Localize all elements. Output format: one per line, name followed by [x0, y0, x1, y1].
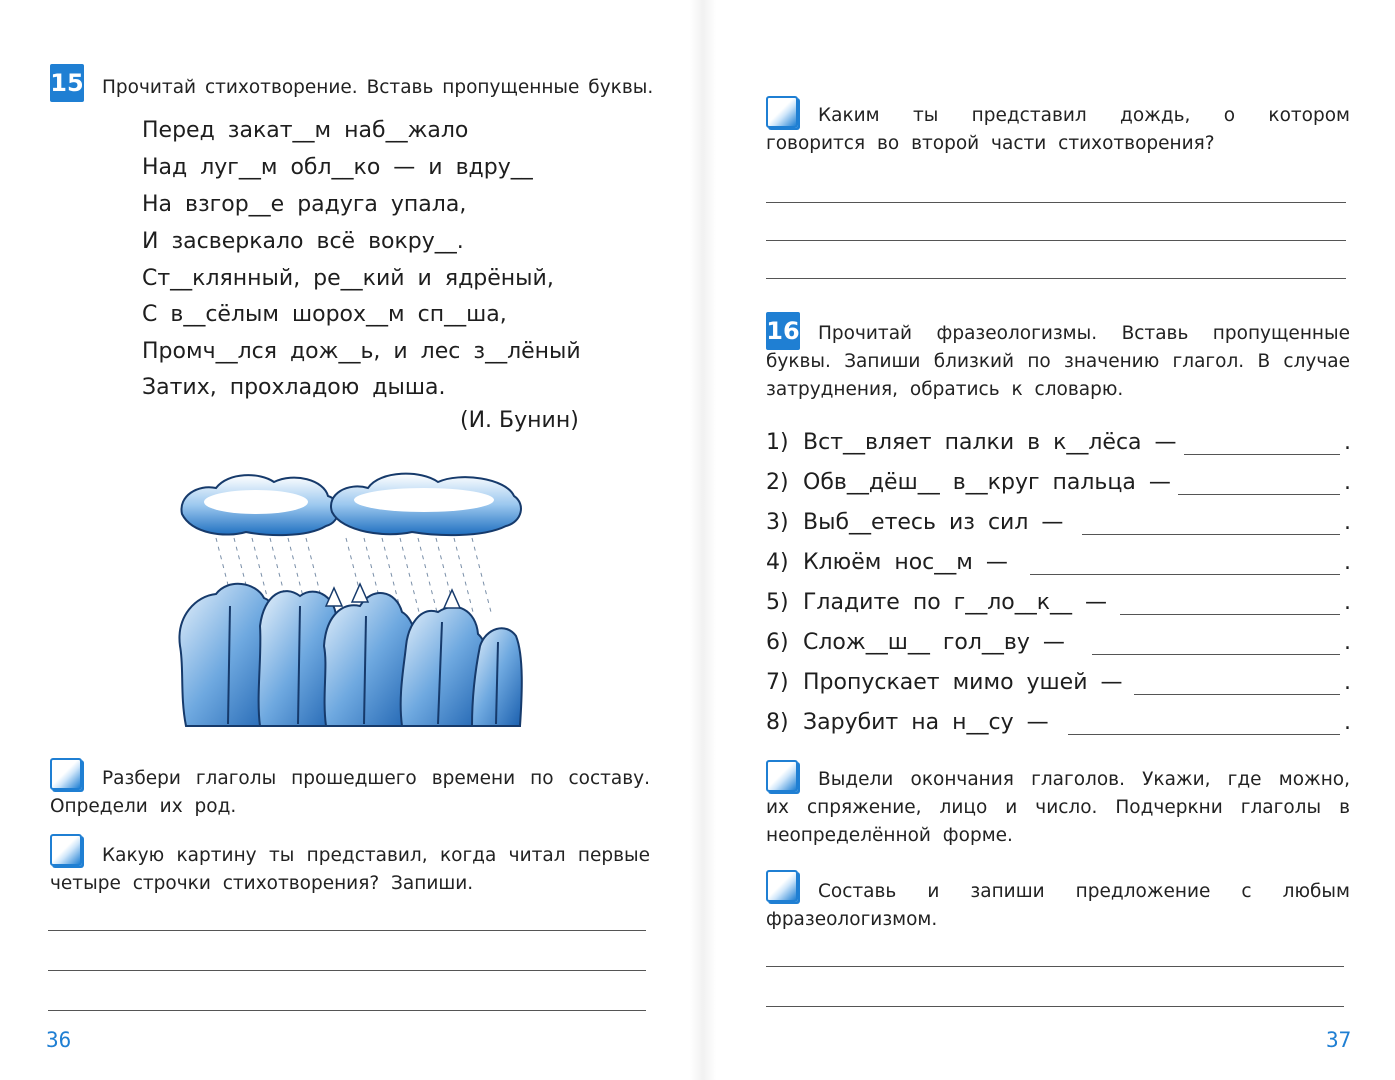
phrase-period: . — [1344, 430, 1351, 455]
phrase-answer-line[interactable] — [1068, 734, 1340, 735]
subtask-compose-sentence: Составь и запиши предложение с любым фразеологизмом. — [766, 881, 1350, 930]
phrase-answer-line[interactable] — [1030, 574, 1340, 575]
poem-line: И засверкало всё вокру__. — [142, 229, 464, 254]
phrase-period: . — [1344, 550, 1351, 575]
phrase-item — [766, 590, 1356, 620]
phrase-period: . — [1344, 510, 1351, 535]
phrase-text: Гладите по г__ло__к__ — — [803, 590, 1108, 615]
phrase-period: . — [1344, 470, 1351, 495]
poem-author: (И. Бунин) — [460, 408, 579, 433]
answer-line[interactable] — [48, 930, 646, 931]
answer-line[interactable] — [766, 1006, 1344, 1007]
phrase-answer-line[interactable] — [1134, 694, 1340, 695]
phrase-item — [766, 630, 1356, 660]
phrase-item — [766, 550, 1356, 580]
phrase-period: . — [1344, 630, 1351, 655]
phrase-text: Клюём нос__м — — [803, 550, 1008, 575]
answer-line[interactable] — [48, 970, 646, 971]
phrase-answer-line[interactable] — [1082, 534, 1340, 535]
phrase-text: Обв__дёш__ в__круг пальца — — [803, 470, 1171, 495]
phrase-period: . — [1344, 670, 1351, 695]
phrase-index: 8) — [766, 710, 789, 735]
subtask-verb-endings: Выдели окончания глаголов. Укажи, где можно, их спряжение, лицо и число. Подчеркни глаголы в неопределённой форме. — [766, 769, 1350, 846]
phrase-index: 1) — [766, 430, 789, 455]
phrase-item — [766, 470, 1356, 500]
cloud-left — [181, 475, 338, 535]
phrase-answer-line[interactable] — [1120, 614, 1340, 615]
phrase-index: 2) — [766, 470, 789, 495]
subtask-rain-description: Каким ты представил дождь, о котором говорится во второй части стихотворения? — [766, 105, 1350, 154]
phrase-text: Выб__етесь из сил — — [803, 510, 1064, 535]
page-number-right: 37 — [1326, 1028, 1352, 1052]
poem-line: Над луг__м обл__ко — и вдру__ — [142, 155, 533, 180]
answer-line[interactable] — [766, 966, 1344, 967]
task-15-instruction: Прочитай стихотворение. Вставь пропущенные буквы. — [102, 77, 654, 98]
answer-line[interactable] — [48, 1010, 646, 1011]
poem-line: Промч__лся дож__ь, и лес з__лёный — [142, 339, 581, 364]
phrase-item — [766, 510, 1356, 540]
task-16-badge: 16 — [766, 312, 800, 350]
poem-line: Перед закат__м наб__жало — [142, 118, 469, 143]
phrase-index: 3) — [766, 510, 789, 535]
phrase-index: 5) — [766, 590, 789, 615]
phrase-index: 7) — [766, 670, 789, 695]
poem-line: Затих, прохладою дыша. — [142, 375, 446, 400]
phrase-item — [766, 670, 1356, 700]
phrase-item — [766, 430, 1356, 460]
phrase-index: 6) — [766, 630, 789, 655]
phrase-answer-line[interactable] — [1178, 494, 1340, 495]
answer-line[interactable] — [766, 278, 1346, 279]
subtask-picture: Какую картину ты представил, когда читал первые четыре строчки стихотворения? Запиши. — [50, 845, 650, 894]
rain-forest-illustration — [176, 466, 524, 730]
phrase-text: Вст__вляет палки в к__лёса — — [803, 430, 1177, 455]
page-gutter — [690, 0, 716, 1080]
poem-line: С в__сёлым шорох__м сп__ша, — [142, 302, 507, 327]
task-15-badge: 15 — [50, 64, 84, 102]
phrase-text: Зарубит на н__су — — [803, 710, 1049, 735]
phrase-text: Слож__ш__ гол__ву — — [803, 630, 1065, 655]
phrase-index: 4) — [766, 550, 789, 575]
cloud-right — [331, 474, 521, 535]
page-number-left: 36 — [46, 1028, 72, 1052]
forest — [179, 584, 521, 726]
poem-line: Ст__клянный, ре__кий и ядрёный, — [142, 266, 554, 291]
left-page — [0, 0, 690, 1080]
answer-line[interactable] — [766, 240, 1346, 241]
phrase-text: Пропускает мимо ушей — — [803, 670, 1123, 695]
phrase-period: . — [1344, 710, 1351, 735]
subtask-parse-verbs: Разбери глаголы прошедшего времени по составу. Определи их род. — [50, 768, 650, 817]
answer-line[interactable] — [766, 202, 1346, 203]
poem-line: На взгор__е радуга упала, — [142, 192, 467, 217]
phrase-answer-line[interactable] — [1184, 454, 1340, 455]
phrase-answer-line[interactable] — [1092, 654, 1340, 655]
task-16-instruction: Прочитай фразеологизмы. Вставь пропущенные буквы. Запиши близкий по значению глагол. В случае затруднения, обратись к словарю. — [766, 323, 1350, 400]
phrase-item — [766, 710, 1356, 740]
phrase-period: . — [1344, 590, 1351, 615]
